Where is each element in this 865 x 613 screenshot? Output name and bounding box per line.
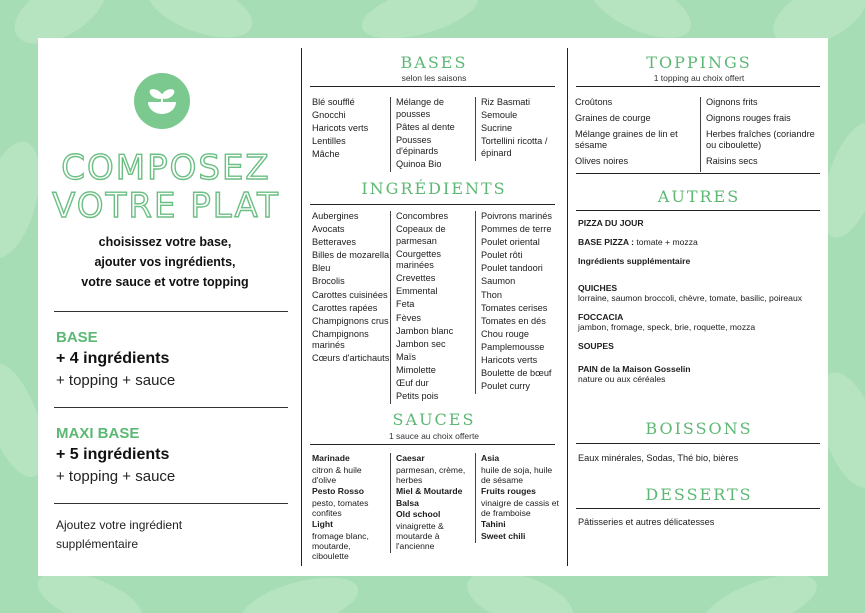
bases-column-2 — [390, 97, 469, 172]
base-pizza — [578, 237, 818, 247]
sauce-description: vinaigre de cassis et de framboise — [481, 497, 559, 518]
pizza-du-jour — [578, 218, 818, 228]
list-item: Raisins secs — [706, 156, 758, 166]
sauce-name: Tahini — [481, 519, 506, 530]
sauce-item — [312, 519, 388, 561]
sauce-description: vinaigrette & moutarde à l'ancienne — [396, 520, 444, 551]
list-item: Œuf dur — [396, 378, 429, 389]
bowl-sprout-icon — [134, 73, 190, 129]
autres-list — [578, 218, 818, 393]
left-panel — [38, 38, 300, 576]
sauce-item — [396, 509, 471, 551]
list-item: Billes de mozarella — [312, 250, 390, 261]
list-item: Crevettes — [396, 273, 436, 284]
bases-subtitle: selon les saisons — [401, 73, 467, 83]
title-line-2: VOTRE PLAT — [52, 186, 280, 226]
list-item: Gnocchi — [312, 110, 346, 121]
tagline-line-3: votre sauce et votre topping — [81, 275, 249, 289]
title-line-1: COMPOSEZ — [61, 148, 271, 188]
list-item: Emmental — [396, 286, 438, 297]
tagline-line-1: choisissez votre base, — [98, 235, 232, 249]
column-divider — [301, 48, 302, 566]
list-item: Pousses d'épinards — [396, 134, 439, 157]
sauce-description: fromage blanc, moutarde, ciboulette — [312, 530, 369, 561]
section-rule — [310, 204, 555, 205]
ingredients-title: INGRÉDIENTS — [361, 179, 507, 198]
formula-base — [56, 328, 292, 392]
bases-column-1 — [312, 97, 390, 162]
list-item: Mélange graines de lin et sésame — [575, 129, 678, 150]
sauce-name: Pesto Rosso — [312, 486, 365, 497]
section-rule — [576, 173, 820, 174]
list-item: Quinoa Bio — [396, 159, 442, 170]
list-item: Olives noires — [575, 156, 629, 166]
section-rule — [310, 86, 555, 87]
list-item: Blé soufflé — [312, 97, 355, 107]
section-rule — [576, 210, 820, 211]
item-description: lorraine, saumon broccoli, chèvre, tomate, basilic, poireaux — [578, 292, 803, 303]
formula-count: + 4 ingrédients — [56, 350, 170, 367]
list-item: Avocats — [312, 224, 345, 235]
item-label: Ingrédients supplémentaire — [578, 256, 691, 267]
list-item: Chou rouge — [481, 328, 530, 339]
boissons-text: Eaux minérales, Sodas, Thé bio, bières — [578, 453, 739, 463]
item-label: QUICHES — [578, 282, 618, 293]
soupes — [578, 341, 818, 351]
section-rule — [576, 86, 820, 87]
list-item: Mâche — [312, 149, 340, 160]
sauce-name: Light — [312, 519, 333, 530]
section-rule — [310, 444, 555, 445]
ingredients-column-1 — [312, 211, 390, 367]
list-item: Betteraves — [312, 237, 356, 248]
list-item: Fèves — [396, 312, 422, 323]
list-item: Mélange de pousses — [396, 97, 445, 119]
ingredients-column-3 — [475, 211, 559, 394]
desserts-text: Pâtisseries et autres délicatesses — [578, 517, 715, 527]
list-item: Tomates cerises — [481, 302, 548, 313]
sauce-name: Balsa — [396, 497, 419, 508]
sauce-item — [312, 486, 388, 518]
list-item: Saumon — [481, 276, 516, 287]
list-item: Boulette de bœuf — [481, 368, 552, 379]
list-item: Pâtes al dente — [396, 121, 455, 132]
sauces-column-1 — [312, 453, 388, 563]
list-item: Tomates en dés — [481, 315, 546, 326]
list-item: Jambon sec — [396, 338, 446, 349]
list-item: Aubergines — [312, 211, 359, 221]
sauce-description: parmesan, crème, herbes — [396, 464, 466, 485]
ingredients-supplementaire — [578, 256, 818, 266]
list-item: Champignons crus — [312, 315, 389, 326]
list-item: Carottes cuisinées — [312, 289, 388, 300]
item-label: SOUPES — [578, 341, 614, 352]
list-item: Bleu — [312, 263, 331, 274]
item-description: tomate + mozza — [634, 237, 698, 248]
bases-column-3 — [475, 97, 559, 161]
list-item: Haricots verts — [312, 123, 369, 134]
toppings-column-2 — [700, 97, 826, 172]
list-item: Oignons frits — [706, 97, 758, 107]
section-rule — [576, 443, 820, 444]
page-title — [46, 149, 286, 225]
list-item: Courgettes marinées — [396, 248, 441, 271]
toppings-subtitle: 1 topping au choix offert — [653, 73, 745, 83]
list-item: Petits pois — [396, 391, 439, 402]
list-item: Cœurs d'artichauts — [312, 353, 390, 364]
list-item: Poulet curry — [481, 381, 531, 392]
bases-title: BASES — [400, 53, 468, 72]
sauce-name: Asia — [481, 453, 500, 463]
list-item: Poulet oriental — [481, 237, 540, 248]
sauce-item — [481, 531, 561, 541]
formula-name: MAXI BASE — [56, 425, 140, 442]
sauce-item — [481, 519, 561, 529]
sauce-item — [481, 453, 561, 485]
sauce-item — [396, 453, 471, 485]
sauce-name: Miel & Moutarde — [396, 486, 463, 497]
list-item: Mimolette — [396, 364, 436, 375]
formula-maxi-base — [56, 424, 292, 488]
list-item: Jambon blanc — [396, 325, 454, 336]
sauce-name: Fruits rouges — [481, 486, 536, 497]
extra-ingredient-note — [56, 516, 286, 554]
sauces-column-2 — [390, 453, 471, 553]
ingredients-column-2 — [390, 211, 469, 404]
list-item: Poulet rôti — [481, 250, 523, 261]
item-description: nature ou aux céréales — [578, 373, 666, 384]
formula-extra: + topping + sauce — [56, 372, 176, 389]
formula-count: + 5 ingrédients — [56, 446, 170, 463]
list-item: Tortellini ricotta / épinard — [481, 136, 548, 158]
item-label: PIZZA DU JOUR — [578, 218, 644, 228]
list-item: Semoule — [481, 110, 518, 121]
section-rule — [576, 508, 820, 509]
list-item: Champignons marinés — [312, 328, 369, 351]
list-item: Herbes fraîches (coriandre ou ciboulette) — [706, 129, 815, 150]
column-divider — [567, 48, 568, 566]
formula-extra: + topping + sauce — [56, 468, 176, 485]
list-item: Pommes de terre — [481, 224, 552, 235]
item-label: BASE PIZZA : — [578, 237, 635, 248]
item-label: FOCCACIA — [578, 312, 624, 323]
extra-note-line-2: supplémentaire — [56, 537, 139, 551]
foccacia — [578, 312, 818, 332]
toppings-column-1 — [575, 97, 695, 172]
sauce-name: Marinade — [312, 453, 350, 463]
list-item: Pamplemousse — [481, 341, 545, 352]
sauces-title: SAUCES — [392, 410, 476, 429]
list-item: Carottes rapées — [312, 302, 378, 313]
sauces-column-3 — [475, 453, 561, 543]
sauce-description: huile de soja, huile de sésame — [481, 464, 553, 485]
menu-card — [38, 38, 828, 576]
list-item: Poulet tandoori — [481, 263, 543, 274]
sauce-name: Caesar — [396, 453, 425, 463]
divider — [54, 311, 288, 312]
divider — [54, 407, 288, 408]
pain — [578, 364, 818, 384]
boissons-title: BOISSONS — [645, 419, 753, 438]
list-item: Feta — [396, 299, 415, 310]
sauce-name: Sweet chili — [481, 530, 526, 541]
list-item: Poivrons marinés — [481, 211, 552, 221]
sauce-item — [312, 453, 388, 485]
sauce-item — [396, 486, 471, 496]
sauce-name: Old school — [396, 509, 441, 520]
quiches — [578, 283, 818, 303]
sauce-description: citron & huile d'olive — [312, 464, 362, 485]
sauce-description: pesto, tomates confites — [312, 497, 369, 518]
list-item: Thon — [481, 289, 502, 300]
divider — [54, 503, 288, 504]
formula-name: BASE — [56, 329, 98, 346]
list-item: Maïs — [396, 351, 416, 362]
item-description: jambon, fromage, speck, brie, roquette, mozza — [578, 322, 756, 333]
list-item: Brocolis — [312, 276, 345, 287]
list-item: Copeaux de parmesan — [396, 224, 446, 246]
list-item: Sucrine — [481, 123, 513, 134]
sauces-subtitle: 1 sauce au choix offerte — [388, 431, 480, 441]
list-item: Graines de courge — [575, 113, 651, 123]
extra-note-line-1: Ajoutez votre ingrédient — [56, 518, 183, 532]
list-item: Oignons rouges frais — [706, 113, 791, 123]
tagline-line-2: ajouter vos ingrédients, — [94, 255, 236, 269]
list-item: Haricots verts — [481, 355, 538, 366]
tagline — [46, 232, 284, 292]
desserts-title: DESSERTS — [645, 485, 753, 504]
list-item: Lentilles — [312, 136, 346, 147]
list-item: Concombres — [396, 211, 449, 221]
sauce-item — [396, 498, 471, 508]
list-item: Riz Basmati — [481, 97, 531, 107]
autres-title: AUTRES — [657, 187, 741, 206]
sauce-item — [481, 486, 561, 518]
item-label: PAIN de la Maison Gosselin — [578, 363, 691, 374]
list-item: Croûtons — [575, 97, 613, 107]
toppings-title: TOPPINGS — [646, 53, 752, 72]
